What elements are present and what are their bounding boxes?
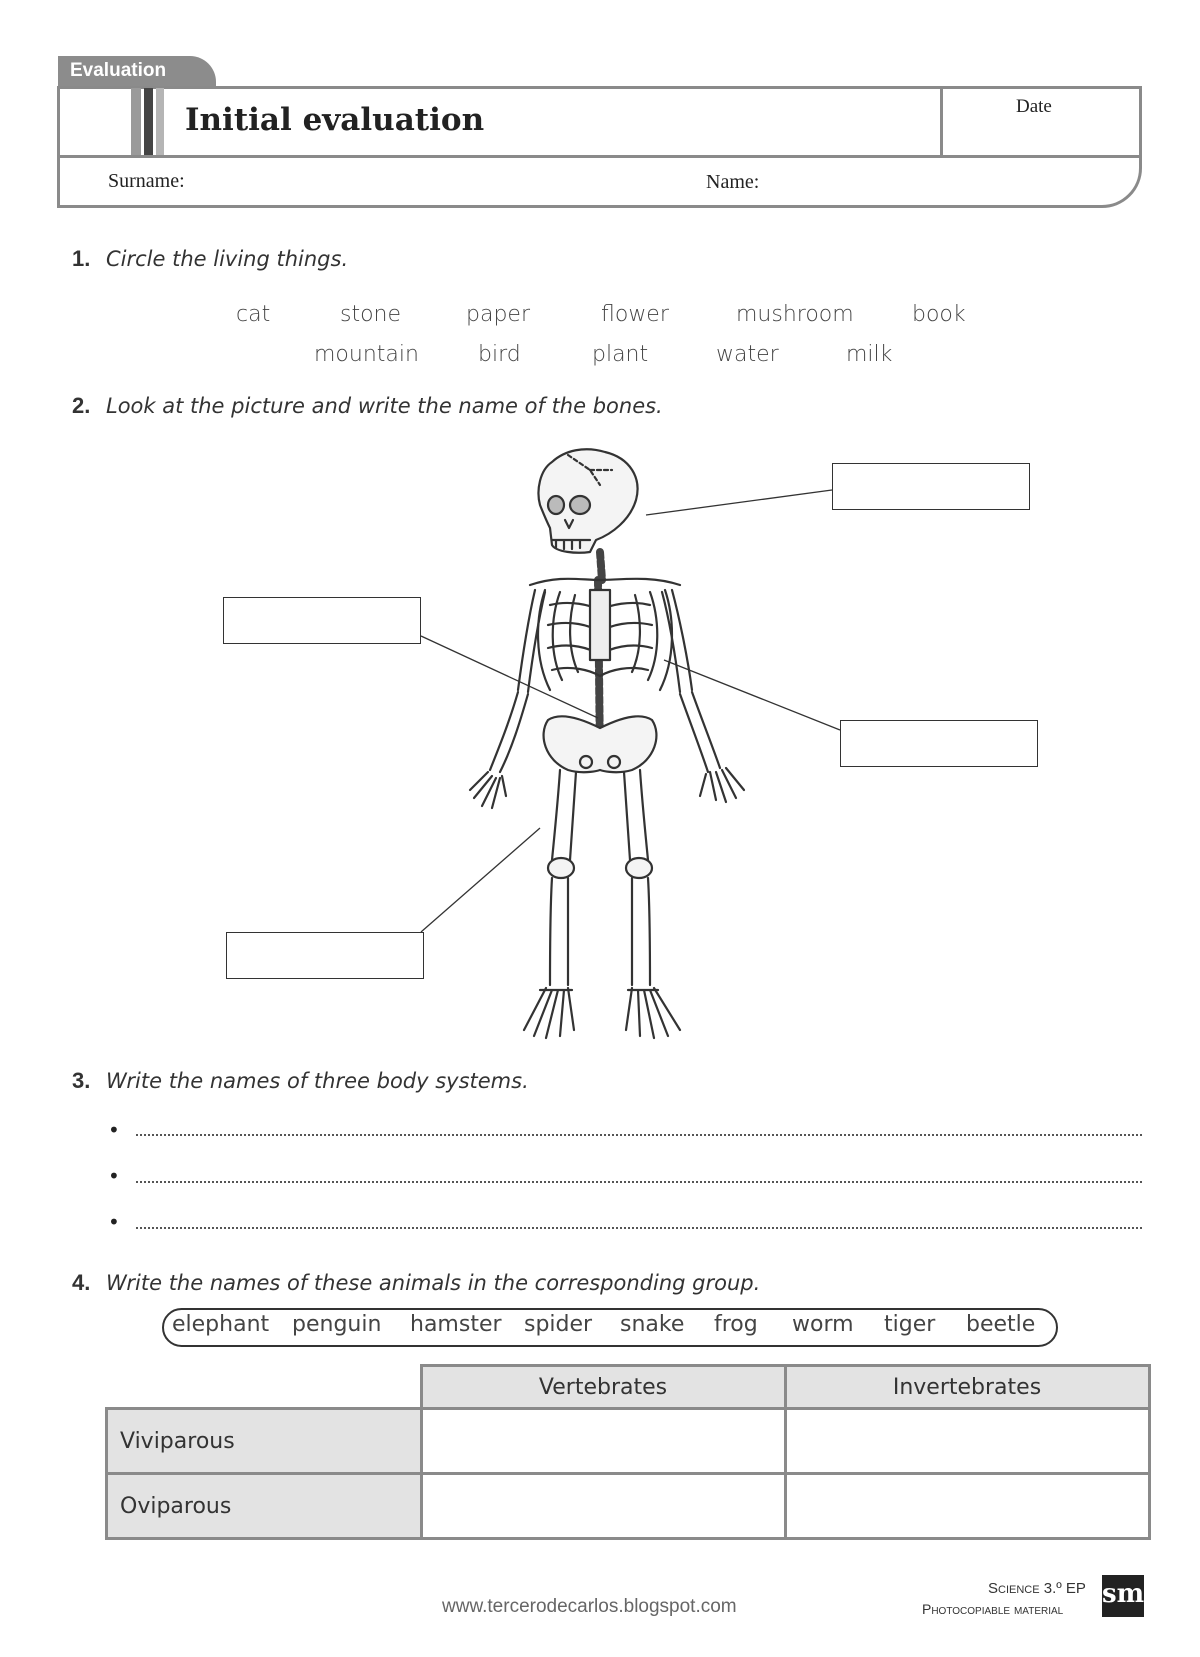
living-thing-option[interactable]: bird: [478, 342, 521, 367]
date-field[interactable]: Date: [1016, 96, 1052, 117]
sm-logo: sm: [1102, 1575, 1144, 1617]
question-3: [72, 1068, 529, 1094]
leader-line-leg: [421, 828, 540, 932]
question-1-number: 1.: [72, 246, 91, 271]
living-thing-option[interactable]: mountain: [314, 342, 419, 367]
table-cell[interactable]: [421, 1474, 785, 1539]
animal-classification-table: [105, 1364, 1151, 1540]
right-femur: [624, 770, 648, 860]
right-hand: [700, 768, 744, 802]
bone-label-box[interactable]: [223, 597, 421, 644]
page-title: Initial evaluation: [185, 102, 485, 138]
living-thing-option[interactable]: book: [912, 302, 966, 327]
animal-word: spider: [524, 1312, 593, 1337]
living-thing-option[interactable]: mushroom: [736, 302, 854, 327]
column-header-vertebrates: Vertebrates: [421, 1366, 785, 1409]
question-4: [72, 1270, 760, 1296]
answer-line[interactable]: [136, 1227, 1142, 1229]
left-foot: [524, 988, 574, 1038]
living-thing-option[interactable]: plant: [592, 342, 649, 367]
question-2-number: 2.: [72, 393, 91, 418]
right-humerus: [672, 590, 692, 690]
question-4-number: 4.: [72, 1270, 91, 1295]
animal-word: worm: [792, 1312, 854, 1337]
footer-note: Photocopiable material: [922, 1601, 1064, 1617]
answer-line[interactable]: [136, 1134, 1142, 1136]
living-thing-option[interactable]: water: [716, 342, 779, 367]
left-hand: [470, 772, 506, 808]
evaluation-tab-label: Evaluation: [70, 60, 167, 81]
animal-word: penguin: [292, 1312, 382, 1337]
question-3-number: 3.: [72, 1068, 91, 1093]
bullet: •: [108, 1164, 120, 1188]
column-header-invertebrates: Invertebrates: [785, 1366, 1149, 1409]
animal-word: hamster: [410, 1312, 502, 1337]
left-femur: [552, 770, 576, 860]
question-1-text: Circle the living things.: [106, 247, 349, 271]
bone-label-box[interactable]: [840, 720, 1038, 767]
right-tibia: [632, 878, 650, 985]
bone-label-box[interactable]: [226, 932, 424, 979]
right-forearm: [680, 692, 720, 772]
surname-field[interactable]: Surname:: [108, 170, 185, 192]
animal-word: elephant: [172, 1312, 270, 1337]
bullet: •: [108, 1210, 120, 1234]
footer-course: Science 3.º EP: [988, 1580, 1086, 1597]
bullet: •: [108, 1118, 120, 1142]
question-3-text: Write the names of three body systems.: [106, 1069, 529, 1093]
living-thing-option[interactable]: stone: [340, 302, 402, 327]
table-cell[interactable]: [785, 1409, 1149, 1474]
left-forearm: [490, 692, 528, 772]
animal-word: frog: [714, 1312, 758, 1337]
footer-url: www.tercerodecarlos.blogspot.com: [442, 1596, 737, 1617]
living-thing-option[interactable]: flower: [601, 302, 669, 327]
bone-label-box[interactable]: [832, 463, 1030, 510]
animal-word: snake: [620, 1312, 685, 1337]
name-field[interactable]: Name:: [706, 171, 760, 193]
animal-word: beetle: [966, 1312, 1036, 1337]
row-header-viviparous: Viviparous: [107, 1409, 422, 1474]
living-thing-option[interactable]: paper: [466, 302, 530, 327]
row-header-oviparous: Oviparous: [107, 1474, 422, 1539]
left-humerus: [518, 590, 535, 690]
left-tibia: [550, 878, 568, 985]
living-thing-option[interactable]: cat: [236, 302, 271, 327]
question-4-text: Write the names of these animals in the corresponding group.: [106, 1271, 761, 1295]
answer-line[interactable]: [136, 1181, 1142, 1183]
living-thing-option[interactable]: milk: [846, 342, 893, 367]
table-cell[interactable]: [785, 1474, 1149, 1539]
leader-line-skull: [646, 490, 832, 515]
question-2-text: Look at the picture and write the name of the bones.: [106, 394, 663, 418]
right-foot: [626, 988, 680, 1038]
table-corner: [107, 1366, 422, 1409]
table-cell[interactable]: [421, 1409, 785, 1474]
animal-word: tiger: [884, 1312, 936, 1337]
